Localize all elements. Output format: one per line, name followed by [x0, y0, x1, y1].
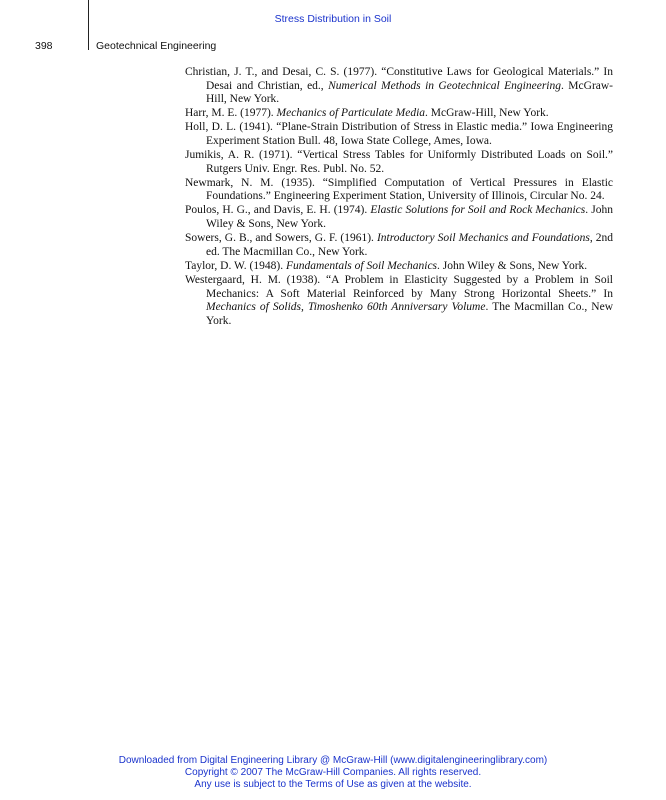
reference-tail: , 2nd ed. The Macmillan Co., New York. [206, 232, 614, 258]
reference-text: Harr, M. E. (1977). [185, 107, 277, 120]
reference-text: Jumikis, A. R. (1971). “Vertical Stress Tables for Uniformly Distributed Loads on Soil.” Rutgers Univ. Engr. Res. Publ. No. 52. [185, 149, 613, 175]
reference-tail: . John Wiley & Sons, New York. [437, 259, 588, 272]
footer-copyright-link[interactable]: Copyright © 2007 The McGraw-Hill Companies. All rights reserved. [184, 767, 482, 778]
reference-text: Holl, D. L. (1941). “Plane-Strain Distribution of Stress in Elastic media.” Iowa Engineering Experiment Station Bull. 48, Iowa State College, Ames, Iowa. [185, 121, 613, 147]
reference-item [185, 149, 613, 176]
footer-terms-link[interactable]: Any use is subject to the Terms of Use as given at the website. [194, 779, 472, 790]
reference-item [185, 274, 613, 328]
reference-item [185, 204, 613, 231]
reference-list [185, 66, 613, 329]
reference-text: Westergaard, H. M. (1938). “A Problem in Elasticity Suggested by a Problem in Soil Mechanics: A Soft Material Reinforced by Many Strong Horizontal Sheets.” In [185, 273, 613, 300]
reference-item [185, 121, 613, 148]
reference-tail: . McGraw-Hill, New York. [425, 107, 549, 120]
reference-text: Christian, J. T., and Desai, C. S. (1977). “Constitutive Laws for Geological Materials.” In Desai and Christian, ed., [185, 66, 613, 92]
reference-text: Taylor, D. W. (1948). [185, 259, 286, 272]
footer-download-link[interactable]: Downloaded from Digital Engineering Library @ McGraw-Hill (www.digitalengineeringlibrary.com) [118, 755, 548, 766]
reference-title: Introductory Soil Mechanics and Foundations [376, 232, 590, 245]
reference-item [185, 66, 613, 107]
chapter-title-link[interactable]: Stress Distribution in Soil [274, 13, 392, 25]
reference-tail: . The Macmillan Co., New York. [206, 301, 614, 327]
header-rule [88, 0, 89, 50]
reference-item [185, 177, 613, 204]
reference-title: Numerical Methods in Geotechnical Engineering [328, 79, 562, 92]
page-number: 398 [35, 40, 53, 52]
reference-title: Mechanics of Solids, Timoshenko 60th Anniversary Volume [206, 301, 486, 314]
reference-item [185, 232, 613, 259]
reference-tail: . McGraw-Hill, New York. [206, 79, 614, 106]
running-head: Geotechnical Engineering [96, 40, 217, 52]
reference-title: Elastic Solutions for Soil and Rock Mechanics [370, 204, 586, 217]
reference-text: Sowers, G. B., and Sowers, G. F. (1961). [185, 232, 377, 245]
reference-title: Mechanics of Particulate Media [276, 107, 426, 120]
reference-title: Fundamentals of Soil Mechanics [285, 259, 438, 272]
reference-item [185, 107, 613, 121]
reference-text: Poulos, H. G., and Davis, E. H. (1974). [185, 204, 371, 217]
reference-text: Newmark, N. M. (1935). “Simplified Computation of Vertical Pressures in Elastic Foundations.” Engineering Experiment Station, University of Illinois, Circular No. 24. [185, 176, 613, 203]
reference-tail: . John Wiley & Sons, New York. [206, 204, 613, 231]
reference-item [185, 260, 613, 274]
